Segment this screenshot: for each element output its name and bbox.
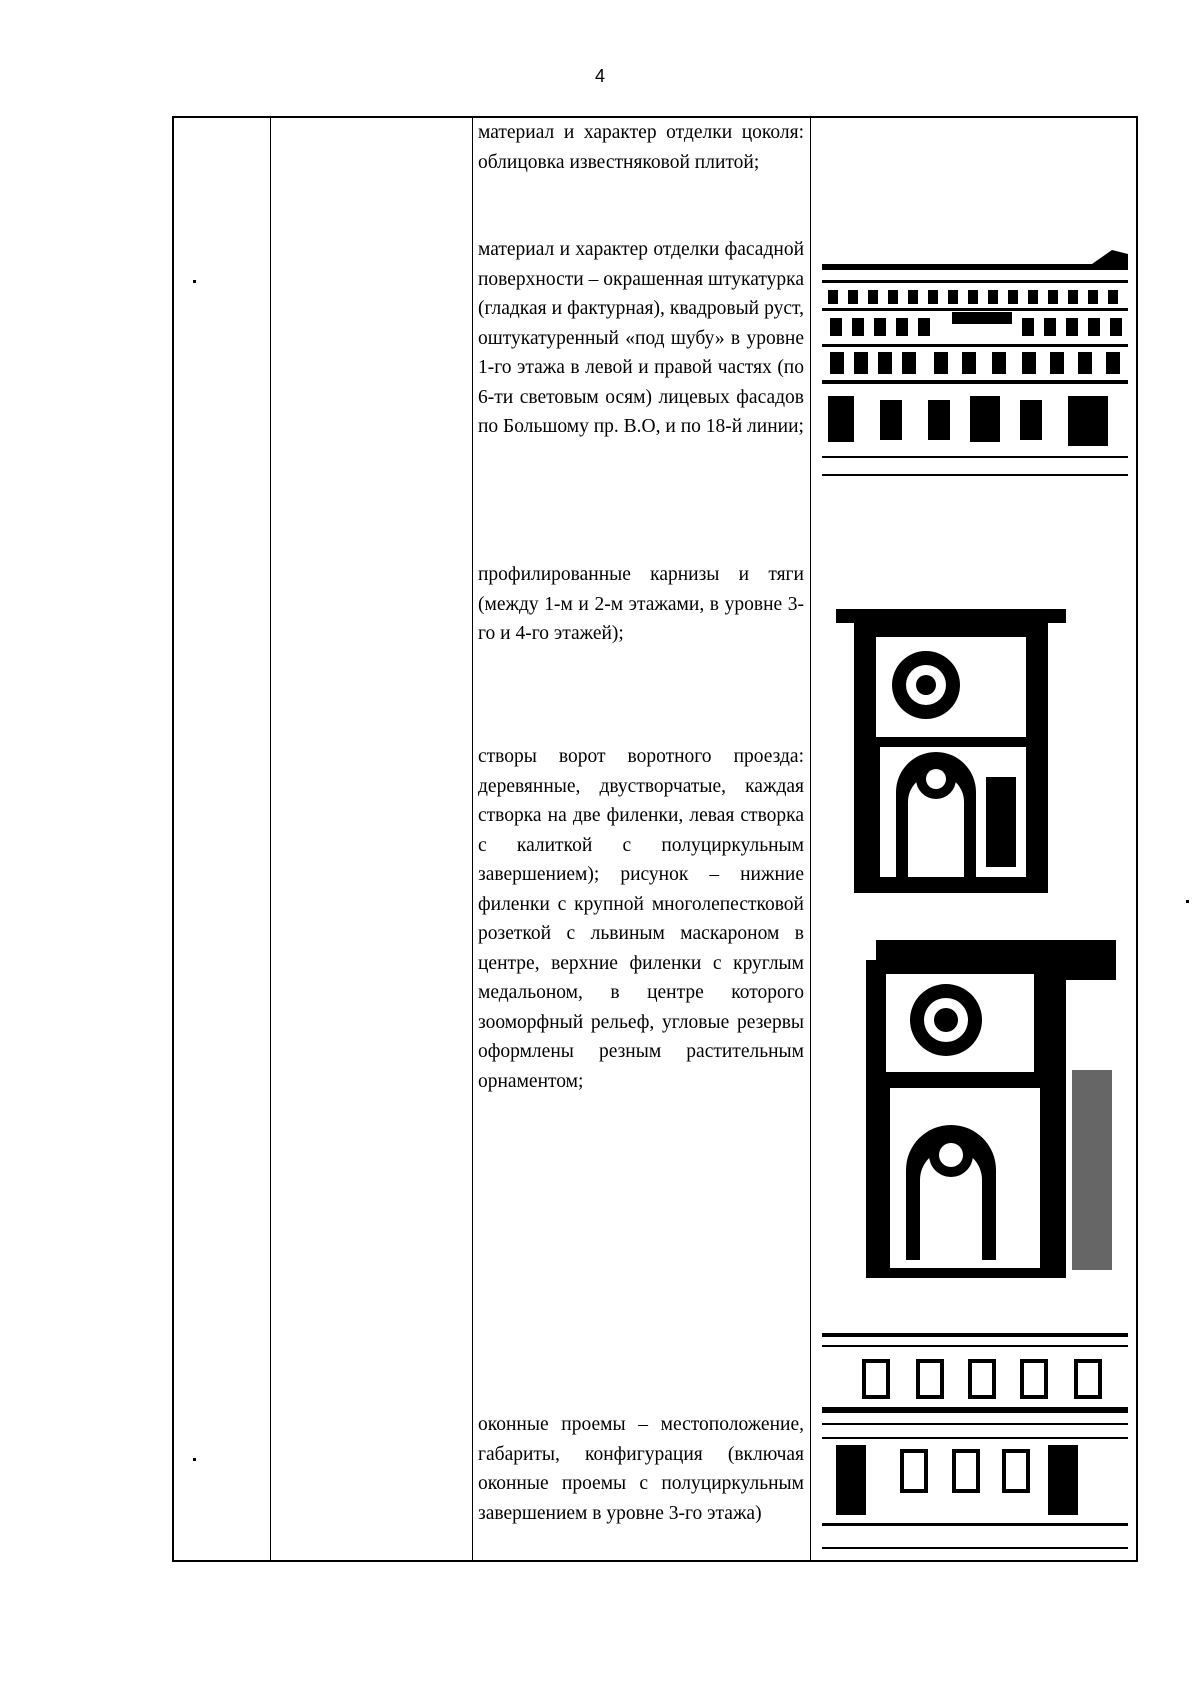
table-cell-text bbox=[478, 235, 804, 442]
gate-photo bbox=[836, 597, 1066, 909]
scan-speck bbox=[193, 1458, 196, 1461]
page-number: 4 bbox=[594, 66, 605, 86]
gate-photo bbox=[836, 940, 1126, 1285]
column-divider bbox=[810, 118, 811, 1560]
entry-facade-finish: материал и характер отделки фасадной поверхности – окрашенная штукатурка (гладкая и фактурная), квадровый руст, оштукатуренный «под шубу» в уровне 1-го этажа в левой и правой частях (по 6-ти световым осям) лицевых фасадов по Большому пр. В.О, и по 18-й линии; bbox=[478, 239, 804, 437]
column-divider bbox=[472, 118, 473, 1560]
entry-window-openings: оконные проемы – местоположение, габариты, конфигурация (включая оконные проемы с полуциркульным завершением в уровне 3-го этажа) bbox=[478, 1414, 804, 1524]
scan-speck bbox=[1186, 900, 1189, 903]
table-cell-text bbox=[478, 1410, 804, 1528]
entry-plinth-finish: материал и характер отделки цоколя: облицовка известняковой плитой; bbox=[478, 122, 804, 173]
facade-photo bbox=[822, 1327, 1128, 1559]
column-divider bbox=[270, 118, 271, 1560]
scan-speck bbox=[193, 280, 196, 283]
table-cell-text bbox=[478, 560, 804, 649]
entry-cornices: профилированные карнизы и тяги (между 1-м и 2-м этажами, в уровне 3-го и 4-го этажей); bbox=[478, 564, 804, 644]
facade-photo bbox=[822, 250, 1128, 482]
table-cell-text bbox=[478, 742, 804, 1096]
table-cell-text bbox=[478, 118, 804, 177]
entry-gate-leaves: створы ворот воротного проезда: деревянные, двустворчатые, каждая створка на две филенки, левая створка с калиткой с полуциркульным завершением); рисунок – нижние филенки с крупной многолепестковой розеткой с львиным маскароном в центре, верхние филенки с круглым медальоном, в центре которого зооморфный рельеф, угловые резервы оформлены резным растительным орнаментом; bbox=[478, 746, 804, 1092]
